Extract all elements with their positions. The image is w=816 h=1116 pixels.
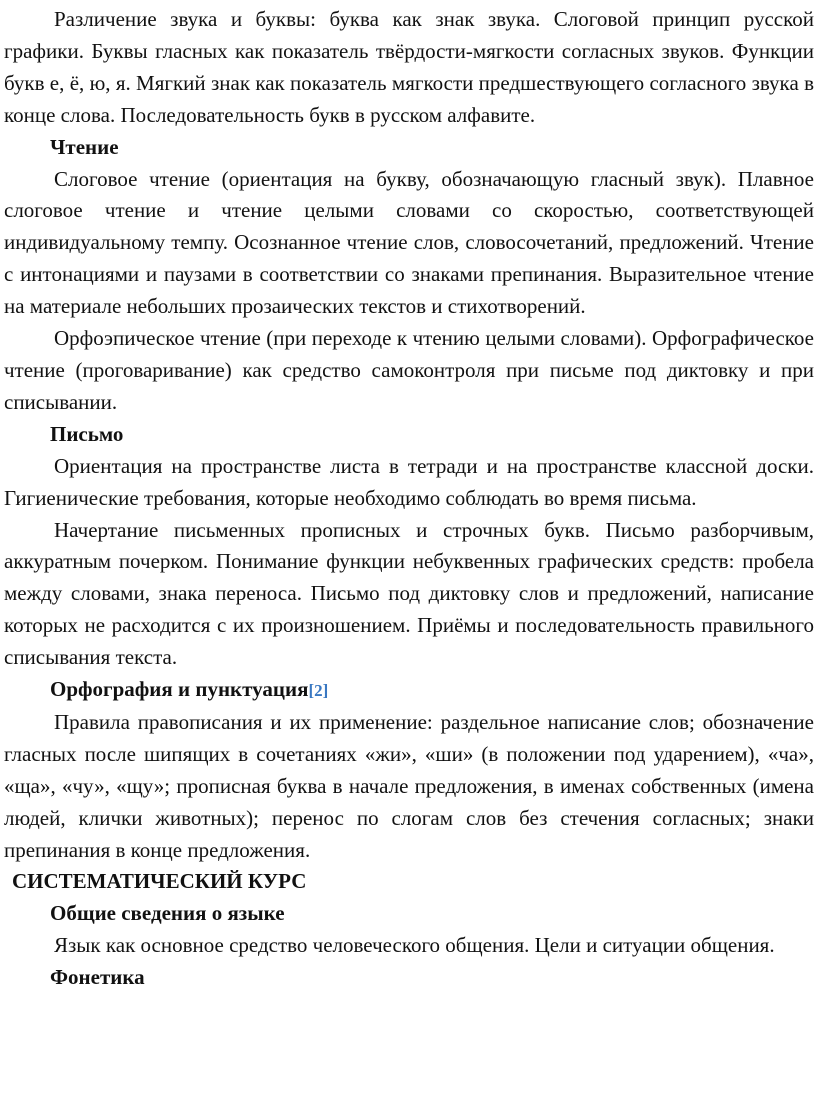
reading-heading: Чтение (50, 134, 119, 159)
general-info-heading: Общие сведения о языке (50, 901, 285, 926)
writing-paragraph-2: Начертание письменных прописных и строчных букв. Письмо разборчивым, аккуратным почерком. Понимание функции небуквенных графических средств: пробела между словами, знака переноса. Письмо под диктовку слов и предложений, написание которых не расходится с их произношением. Приёмы и последовательность правильного списывания текста. (4, 517, 814, 670)
reading-paragraph-2: Орфоэпическое чтение (при переходе к чтению целыми словами). Орфографическое чтение (проговаривание) как средство самоконтроля при письме под диктовку и при списывании. (4, 326, 814, 414)
orthography-paragraph: Правила правописания и их применение: раздельное написание слов; обозначение гласных после шипящих в сочетаниях «жи», «ши» (в положении под ударением), «ча», «ща», «чу», «щу»; прописная буква в начале предложения, в именах собственных (имена людей, клички животных); перенос по слогам слов без стечения согласных; знаки препинания в конце предложения. (4, 709, 814, 862)
systematic-course-heading: СИСТЕМАТИЧЕСКИЙ КУРС (12, 869, 307, 894)
footnote-reference-link[interactable]: [2] (308, 681, 329, 701)
general-info-paragraph: Язык как основное средство человеческого общения. Цели и ситуации общения. (54, 933, 775, 958)
intro-paragraph: Различение звука и буквы: буква как знак звука. Слоговой принцип русской графики. Буквы гласных как показатель твёрдости-мягкости согласных звуков. Функции букв е, ё, ю, я. Мягкий знак как показатель мягкости предшествующего согласного звука в конце слова. Последовательность букв в русском алфавите. (4, 7, 814, 127)
orthography-heading-text: Орфография и пунктуация (50, 677, 309, 702)
writing-paragraph-1: Ориентация на пространстве листа в тетради и на пространстве классной доски. Гигиенические требования, которые необходимо соблюдать во время письма. (4, 453, 814, 510)
document-page (4, 4, 814, 994)
reading-paragraph-1: Слоговое чтение (ориентация на букву, обозначающую гласный звук). Плавное слоговое чтение и чтение целыми словами со скоростью, соответствующей индивидуальному темпу. Осознанное чтение слов, словосочетаний, предложений. Чтение с интонациями и паузами в соответствии со знаками препинания. Выразительное чтение на материале небольших прозаических текстов и стихотворений. (4, 166, 814, 319)
phonetics-heading: Фонетика (50, 965, 145, 990)
writing-heading: Письмо (50, 421, 124, 446)
orthography-heading (4, 674, 814, 707)
